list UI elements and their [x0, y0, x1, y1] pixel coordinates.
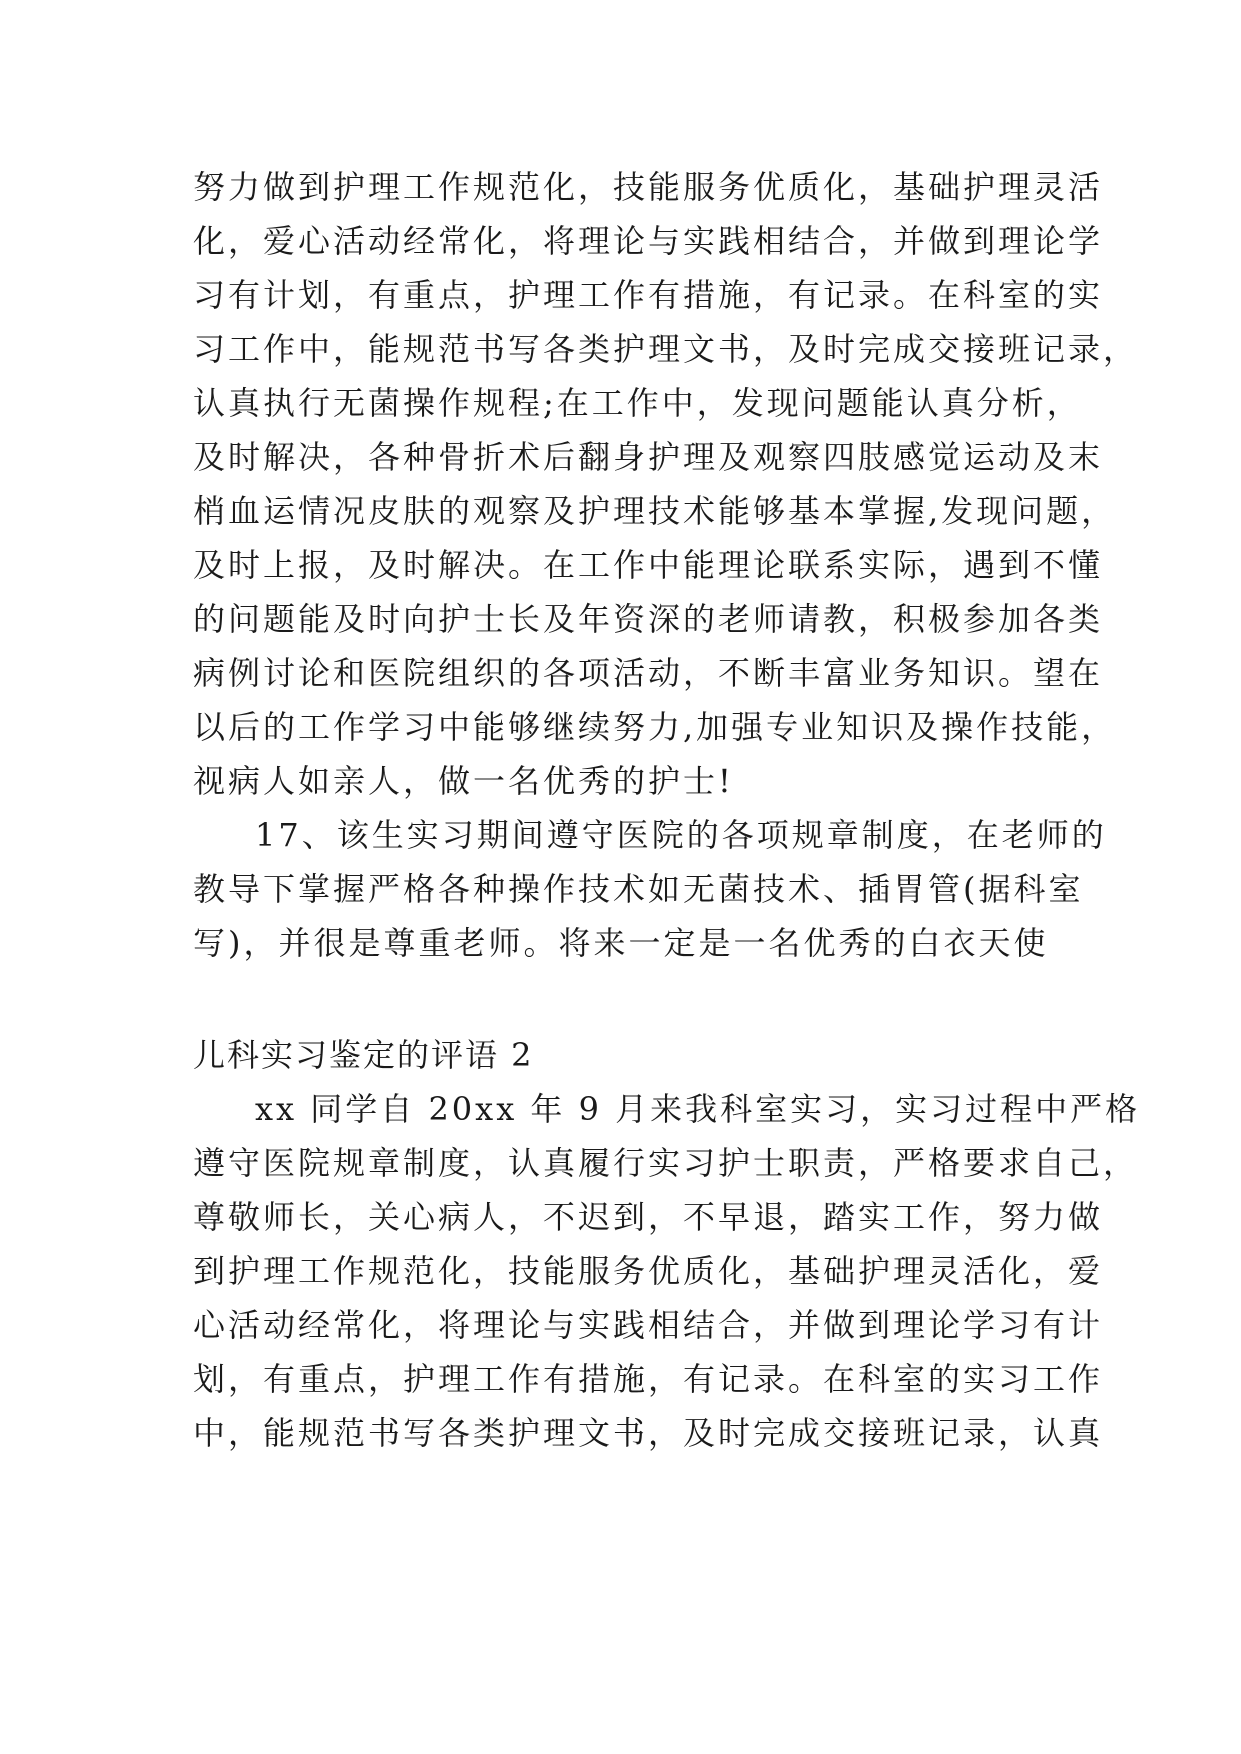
text-line: 及时解决，各种骨折术后翻身护理及观察四肢感觉运动及末: [193, 438, 1104, 476]
text-line: 中，能规范书写各类护理文书，及时完成交接班记录，认真: [193, 1414, 1104, 1452]
text-line: 到护理工作规范化，技能服务优质化，基础护理灵活化，爱: [193, 1252, 1104, 1290]
text-line: 17、该生实习期间遵守医院的各项规章制度，在老师的: [255, 816, 1107, 854]
text-line: 尊敬师长，关心病人，不迟到，不早退，踏实工作，努力做: [193, 1198, 1104, 1236]
text-line: 遵守医院规章制度，认真履行实习护士职责，严格要求自己，: [193, 1144, 1139, 1182]
text-line: 病例讨论和医院组织的各项活动，不断丰富业务知识。望在: [193, 654, 1104, 692]
text-line: 认真执行无菌操作规程;在工作中，发现问题能认真分析，: [193, 384, 1082, 422]
text-line: 及时上报，及时解决。在工作中能理论联系实际，遇到不懂: [193, 546, 1104, 584]
paragraph-item-17: [193, 808, 1107, 970]
text-line: 写)，并很是尊重老师。将来一定是一名优秀的白衣天使: [193, 924, 1049, 962]
text-line: xx 同学自 20xx 年 9 月来我科室实习，实习过程中严格: [255, 1090, 1141, 1128]
text-line: 努力做到护理工作规范化，技能服务优质化，基础护理灵活: [193, 168, 1104, 206]
text-line: 划，有重点，护理工作有措施，有记录。在科室的实习工作: [193, 1360, 1104, 1398]
document-page: [193, 160, 1141, 1460]
text-line: 习有计划，有重点，护理工作有措施，有记录。在科室的实: [193, 276, 1104, 314]
text-line: 的问题能及时向护士长及年资深的老师请教，积极参加各类: [193, 600, 1104, 638]
text-line: 化，爱心活动经常化，将理论与实践相结合，并做到理论学: [193, 222, 1104, 260]
text-line: 心活动经常化，将理论与实践相结合，并做到理论学习有计: [193, 1306, 1104, 1344]
paragraph-continued: [193, 160, 1139, 808]
text-line: 习工作中，能规范书写各类护理文书，及时完成交接班记录，: [193, 330, 1139, 368]
paragraph-evaluation-2: [193, 1082, 1141, 1460]
text-line: 教导下掌握严格各种操作技术如无菌技术、插胃管(据科室: [193, 870, 1084, 908]
text-line: 以后的工作学习中能够继续努力,加强专业知识及操作技能，: [193, 708, 1117, 746]
text-line: 梢血运情况皮肤的观察及护理技术能够基本掌握,发现问题，: [193, 492, 1117, 530]
text-line: 视病人如亲人，做一名优秀的护士!: [193, 762, 734, 800]
section-heading: 儿科实习鉴定的评语 2: [193, 1036, 534, 1074]
